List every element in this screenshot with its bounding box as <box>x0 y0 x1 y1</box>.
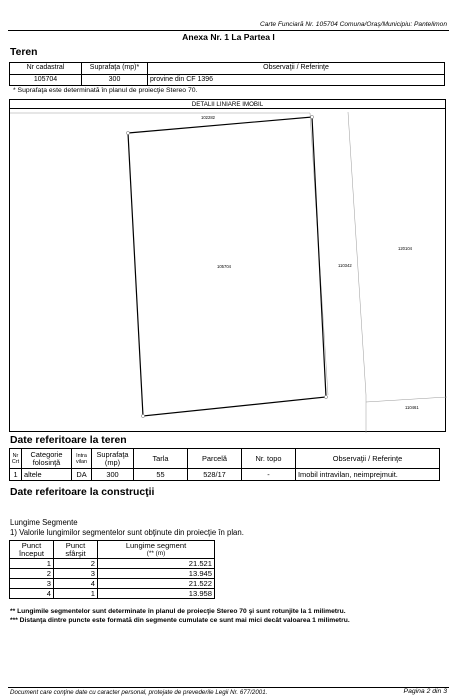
seg-start: 4 <box>10 589 54 599</box>
detalii-title: DETALII LINIARE IMOBIL <box>10 100 445 109</box>
cell-nr-topo: - <box>242 469 296 481</box>
table-row <box>10 579 215 589</box>
header-punct-sfarsit: Punct sfârşit <box>54 541 98 559</box>
header-rule <box>8 30 449 31</box>
header-observatii: Observaţii / Referinţe <box>148 63 445 75</box>
seg-end: 2 <box>54 559 98 569</box>
seg-start: 2 <box>10 569 54 579</box>
suprafata-note: * Suprafaţa este determinată în planul de proiecţie Stereo 70. <box>13 87 198 94</box>
vertex-1 <box>126 131 129 134</box>
header-suprafata: Suprafaţa (mp)* <box>82 63 148 75</box>
cell-nr-crt: 1 <box>10 469 22 481</box>
table-row <box>10 569 215 579</box>
vertex-3 <box>324 395 327 398</box>
cell-tarla: 55 <box>134 469 188 481</box>
seg-end: 4 <box>54 579 98 589</box>
vertex-2 <box>310 115 313 118</box>
header-observatii-teren: Observaţii / Referinţe <box>296 449 440 469</box>
teren-title: Teren <box>10 47 38 58</box>
carte-funciara-header: Carte Funciară Nr. 105704 Comuna/Oraş/Municipiu: Pantelimon <box>259 21 447 28</box>
segmente-table <box>9 540 215 599</box>
table-row <box>10 589 215 599</box>
cell-categorie: altele <box>22 469 72 481</box>
lungime-segmente-subtitle: 1) Valorile lungimilor segmentelor sunt obţinute din proiecţie în plan. <box>10 528 244 537</box>
segment-note-1: ** Lungimile segmentelor sunt determinate în planul de proiecţie Stereo 70 şi sunt rotunjite la 1 milimetru. <box>10 608 346 615</box>
footer-rule <box>8 687 449 688</box>
header-nr-topo: Nr. topo <box>242 449 296 469</box>
cell-parcela: 528/17 <box>188 469 242 481</box>
seg-length: 13.945 <box>98 569 215 579</box>
cell-suprafata-mp: 300 <box>92 469 134 481</box>
vertex-4 <box>141 414 144 417</box>
seg-length: 21.522 <box>98 579 215 589</box>
cell-intravilan: DA <box>72 469 92 481</box>
cell-nr-cadastral: 105704 <box>10 74 82 86</box>
seg-length: 21.521 <box>98 559 215 569</box>
seg-start: 3 <box>10 579 54 589</box>
plan-drawing <box>10 100 447 433</box>
footer-privacy-note: Document care conţine date cu caracter personal, protejate de prevederile Legii Nr. 677/2001. <box>10 689 268 696</box>
cell-suprafata: 300 <box>82 74 148 86</box>
teren-table <box>9 62 445 86</box>
label-105704: 105704 <box>217 264 231 269</box>
header-lungime-segment <box>98 541 215 559</box>
date-teren-title: Date referitoare la teren <box>10 435 127 446</box>
seg-end: 3 <box>54 569 98 579</box>
segment-notes <box>10 607 350 625</box>
header-suprafata-mp: Suprafaţa (mp) <box>92 449 134 469</box>
date-teren-table <box>9 448 440 481</box>
label-120104: 120104 <box>398 246 412 251</box>
neighbor-line-strip-right <box>348 112 366 395</box>
seg-length: 13.958 <box>98 589 215 599</box>
header-intravilan: Intra vilan <box>72 449 92 469</box>
header-parcela: Parcelă <box>188 449 242 469</box>
cell-observatii: provine din CF 1396 <box>148 74 445 86</box>
lungime-segment-label: Lungime segment <box>125 540 187 550</box>
header-categorie: Categorie folosinţă <box>22 449 72 469</box>
seg-end: 1 <box>54 589 98 599</box>
segment-note-2: *** Distanţa dintre puncte este formată din segmente cumulate ce sunt mai mici decât valoarea 1 milimetru. <box>10 617 350 624</box>
label-110461: 110461 <box>405 405 419 410</box>
lungime-segmente-title: Lungime Segmente <box>10 518 78 527</box>
page-number: Pagina 2 din 3 <box>403 688 447 695</box>
table-row <box>10 559 215 569</box>
date-constructii-title: Date referitoare la construcţii <box>10 487 155 498</box>
label-110342: 110342 <box>338 263 352 268</box>
detalii-liniare-panel <box>9 99 446 432</box>
lungime-segment-unit: (** (m) <box>146 549 166 557</box>
header-nr-crt: Nr Crt <box>10 449 22 469</box>
cell-observatii-teren: Imobil intravilan, neimprejmuit. <box>296 469 440 481</box>
label-102282: 102282 <box>201 115 215 120</box>
neighbor-line-bottom-right <box>366 397 447 402</box>
header-punct-inceput: Punct început <box>10 541 54 559</box>
anexa-title: Anexa Nr. 1 La Partea I <box>182 32 275 42</box>
header-tarla: Tarla <box>134 449 188 469</box>
header-nr-cadastral: Nr cadastral <box>10 63 82 75</box>
seg-start: 1 <box>10 559 54 569</box>
